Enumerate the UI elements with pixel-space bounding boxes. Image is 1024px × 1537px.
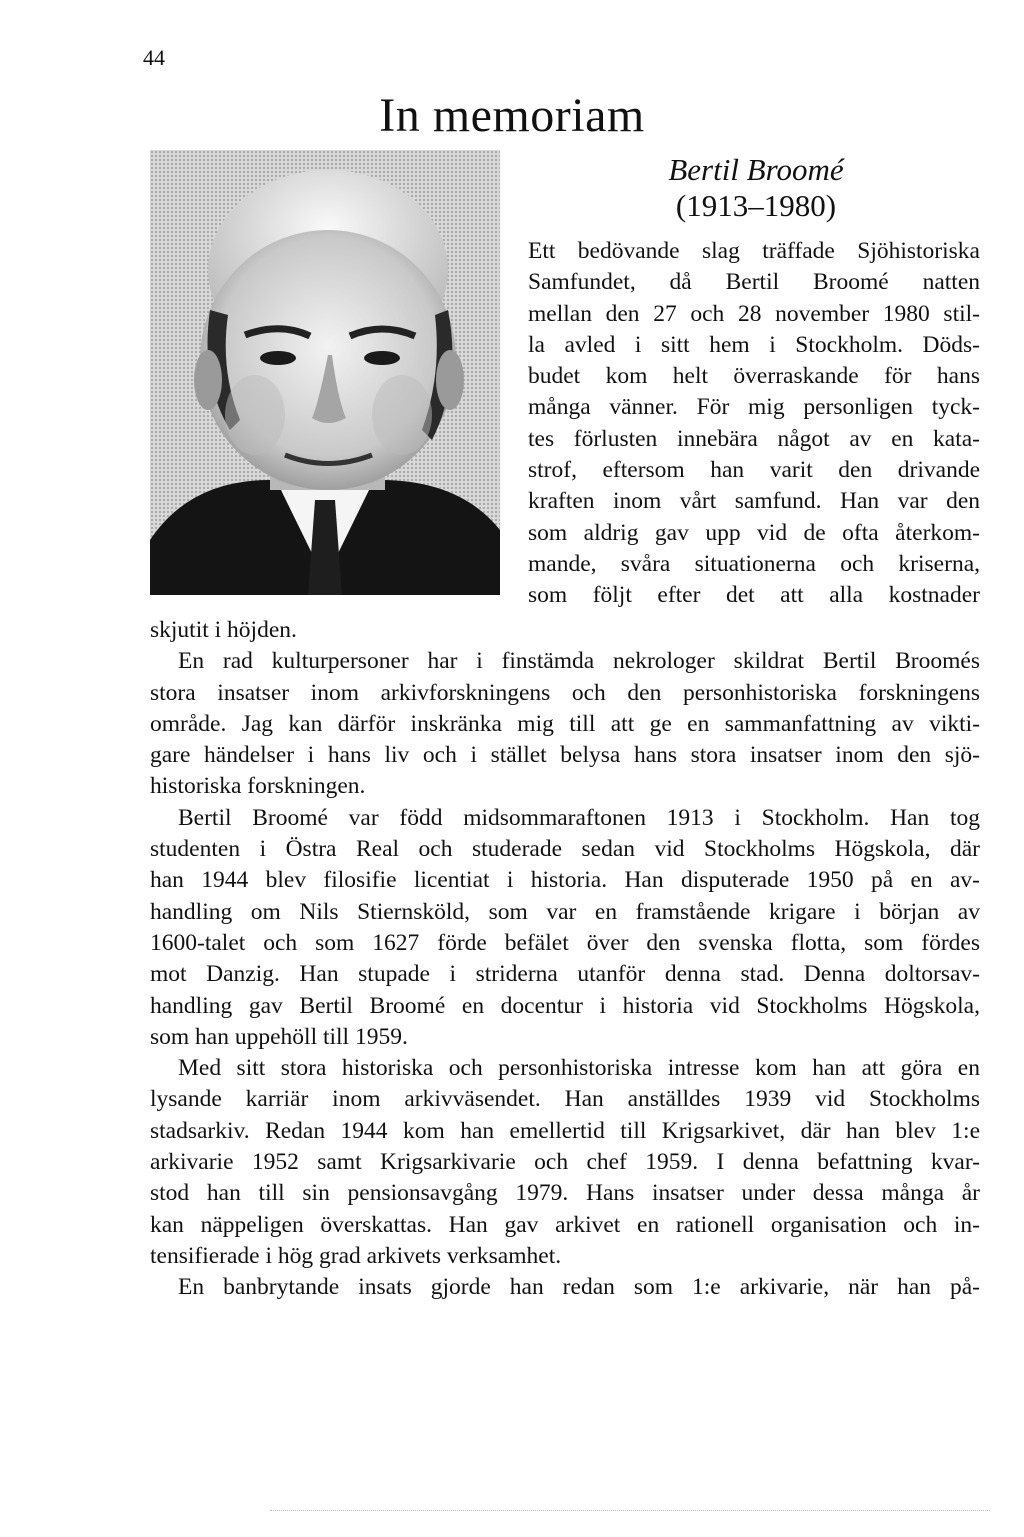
body-line: kan näppeligen överskattas. Han gav arkivet en rationell organisation och in- (150, 1211, 980, 1238)
body-line: 1600-talet och som 1627 förde befälet över den svenska flotta, som fördes (150, 929, 980, 956)
body-line: skjutit i höjden. (150, 617, 297, 643)
body-line: stod han till sin pensionsavgång 1979. Hans insatser under dessa många år (150, 1180, 980, 1207)
body-line: studenten i Östra Real och studerade sedan vid Stockholms Högskola, där (150, 836, 980, 863)
body-line: som han uppehöll till 1959. (150, 1023, 408, 1050)
footer-rule (270, 1510, 990, 1511)
intro-line: som aldrig gav upp vid de ofta återkom- (528, 519, 980, 546)
intro-line: mellan den 27 och 28 november 1980 stil- (528, 300, 980, 327)
body-line: tensifierade i hög grad arkivets verksamhet. (150, 1242, 562, 1269)
intro-line: Samfundet, då Bertil Broomé natten (528, 269, 980, 296)
body-line: gare händelser i hans liv och i stället belysa hans stora insatser inom den sjö- (150, 742, 980, 769)
body-line: En rad kulturpersoner har i finstämda nekrologer skildrat Bertil Broomés (178, 648, 980, 675)
body-line: stora insatser inom arkivforskningens och den personhistoriska forskningens (150, 679, 980, 706)
subject-years: (1913–1980) (675, 188, 837, 223)
body-line: arkivarie 1952 samt Krigsarkivarie och chef 1959. I denna befattning kvar- (150, 1149, 980, 1176)
intro-line: som följt efter det att alla kostnader (528, 582, 980, 609)
intro-line: kraften inom vårt samfund. Han var den (528, 488, 980, 515)
intro-line: budet kom helt överraskande för hans (528, 363, 980, 390)
intro-line: tes förlusten innebära något av en kata- (528, 425, 980, 452)
portrait-photo (150, 150, 500, 595)
body-line: historiska forskningen. (150, 773, 366, 800)
intro-line: strof, eftersom han varit den drivande (528, 457, 980, 484)
intro-line: Ett bedövande slag träffade Sjöhistoriska (528, 238, 980, 264)
body-line: mot Danzig. Han stupade i striderna utanför denna stad. Denna doltorsav- (150, 961, 980, 988)
body-text (150, 615, 980, 1304)
body-line: handling om Nils Stiernsköld, som var en framstående krigare i början av (150, 898, 980, 925)
body-line: han 1944 blev filosifie licentiat i historia. Han disputerade 1950 på en av- (150, 867, 980, 894)
body-line: handling gav Bertil Broomé en docentur i historia vid Stockholms Högskola, (150, 992, 980, 1019)
intro-line: la avled i sitt hem i Stockholm. Döds- (528, 331, 980, 358)
subject-name: Bertil Broomé (668, 152, 844, 187)
body-line: Med sitt stora historiska och personhistoriska intresse kom han att göra en (178, 1055, 980, 1082)
page-number: 44 (143, 45, 165, 70)
intro-paragraph (528, 236, 980, 612)
body-line: lysande karriär inom arkivväsendet. Han anställdes 1939 vid Stockholms (150, 1086, 980, 1113)
body-line: stadsarkiv. Redan 1944 kom han emellertid till Krigsarkivet, där han blev 1:e (150, 1117, 980, 1144)
intro-line: mande, svåra situationerna och kriserna, (528, 550, 980, 577)
page-title: In memoriam (379, 89, 645, 142)
body-line: område. Jag kan därför inskränka mig till att ge en sammanfattning av vikti- (150, 710, 980, 737)
body-line: Bertil Broomé var född midsommaraftonen 1913 i Stockholm. Han tog (178, 804, 980, 831)
intro-line: många vänner. För mig personligen tyck- (528, 394, 980, 421)
body-line: En banbrytande insats gjorde han redan som 1:e arkivarie, när han på- (178, 1274, 980, 1301)
